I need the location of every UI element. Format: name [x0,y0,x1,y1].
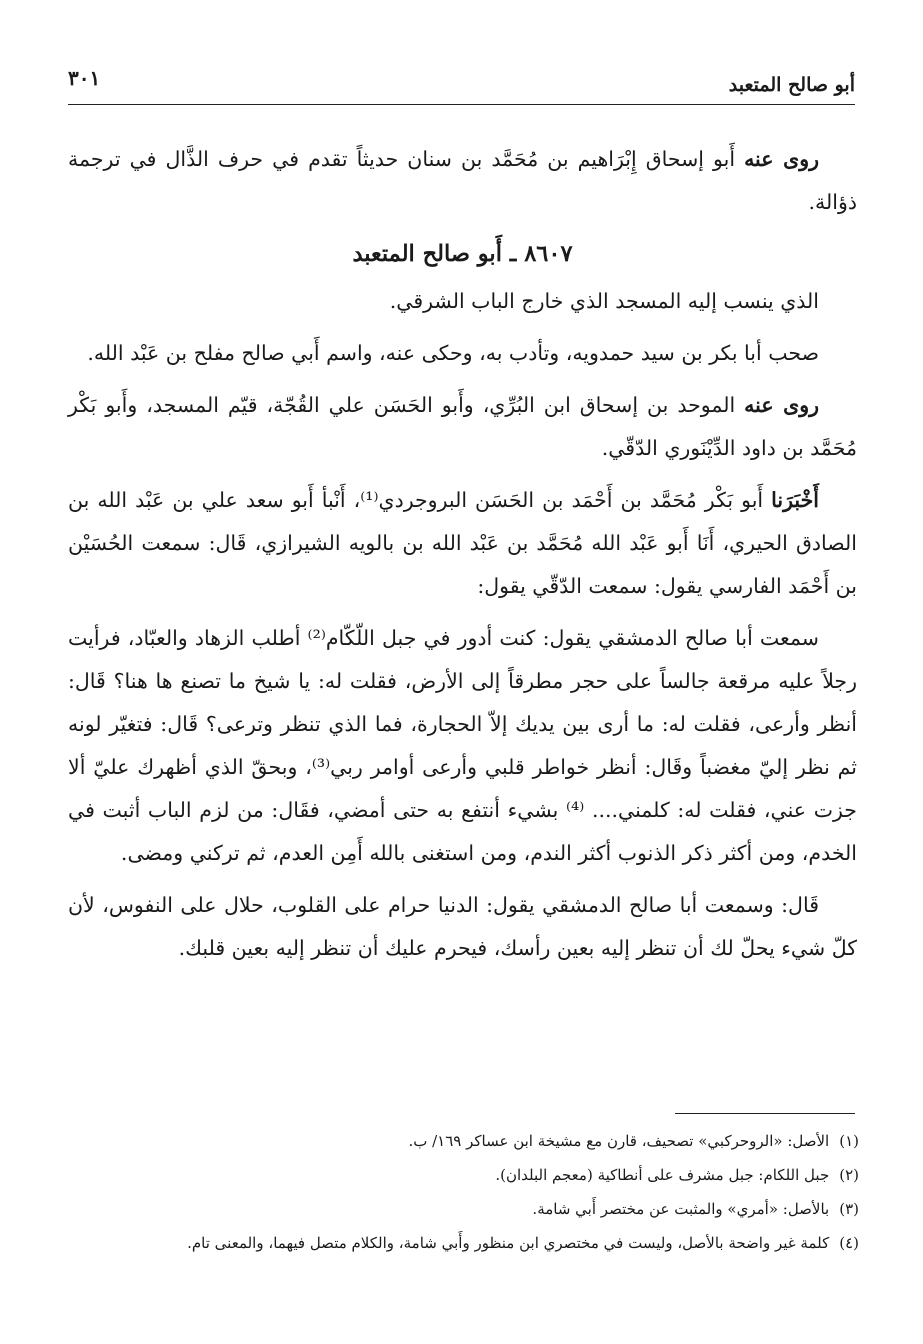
footnote-number: (٤) [839,1234,859,1252]
running-head: أبو صالح المتعبد [728,74,855,96]
footnote [80,1192,859,1226]
footnote-text: كلمة غير واضحة بالأصل، وليست في مختصري ابن منظور وأَبي شامة، والكلام متصل فيهما، والمعنى تام. [187,1234,830,1252]
footnote-divider [675,1113,855,1114]
paragraph-body: أَبو بَكْر مُحَمَّد بن أَحْمَد بن الحَسَن البروجردي⁽¹⁾، أَنْبأ أَبو سعد علي بن عَبْد الله بن الصادق الحيري، أَنَا أَبو عَبْد الله مُحَمَّد بن عَبْد الله بن بالويه الشيرازي، قَال: سمعت الحُسَيْن بن أَحْمَد الفارسي يقول: سمعت الدّقّي يقول: [68,488,857,598]
page-header [68,60,855,100]
footnote-number: (٣) [839,1200,859,1218]
footnotes [80,1124,859,1260]
page-number: ٣٠١ [68,66,101,90]
paragraph-narrators [68,384,857,470]
footnote-text: جبل اللكام: جبل مشرف على أنطاكية (معجم البلدان). [495,1166,830,1184]
footnote-number: (١) [839,1132,859,1150]
paragraph-biography: صحب أبا بكر بن سيد حمدويه، وتأدب به، وحكى عنه، واسم أَبي صالح مفلح بن عَبْد الله. [87,341,819,365]
entry-title: ٨٦٠٧ ـ أَبو صالح المتعبد [352,241,573,267]
paragraph-story: سمعت أبا صالح الدمشقي يقول: كنت أدور في جبل اللّكّام⁽²⁾ أطلب الزهاد والعبّاد، فرأيت رجلاً عليه مرقعة جالساً على حجر مطرقاً إلى الأرض، فقلت له: يا شيخ ما تصنع ها هنا؟ قَال: أنظر وأرعى، فقلت له: ما أرى بين يديك إلاّ الحجارة، فما الذي تنظر وترعى؟ قَال: فتغيّر لونه ثم نظر إليّ مغضباً وقَال: أنظر خواطر قلبي وأرعى أوامر ربي⁽³⁾، وبحقّ الذي أظهرك عليّ ألا جزت عني، فقلت له: كلمني.... ⁽⁴⁾ بشيء أنتفع به حتى أمضي، فقَال: من لزم الباب أثبت في الخدم، ومن أكثر ذكر الذنوب أكثر الندم، ومن استغنى بالله أَمِن العدم، ثم تركني ومضى. [68,626,858,865]
footnote-number: (٢) [839,1166,859,1184]
header-divider [68,104,855,105]
paragraph-narration [68,138,857,224]
footnote-text: الأصل: «الروحركبي» تصحيف، قارن مع مشيخة ابن عساكر ١٦٩/ ب. [408,1132,830,1150]
paragraph-body: أَبو إسحاق إِبْرَاهيم بن مُحَمَّد بن سنان حديثاً تقدم في حرف الذَّال في ترجمة ذؤالة. [68,147,857,214]
paragraph-description: الذي ينسب إليه المسجد الذي خارج الباب الشرقي. [389,289,819,313]
footnote [80,1124,859,1158]
paragraph-isnad [68,479,857,608]
footnote [80,1226,859,1260]
paragraph-lead: روى عنه [744,393,820,417]
paragraph-body: الموحد بن إسحاق ابن البُرِّي، وأَبو الحَسَن علي القُجّة، قيّم المسجد، وأَبو بَكْر مُحَمَّد بن داود الدِّيْنَوري الدّقّي. [68,393,857,460]
footnote-text: بالأصل: «أمري» والمثبت عن مختصر أَبي شامة. [532,1200,830,1218]
paragraph-lead: روى عنه [744,147,819,171]
footnote [80,1158,859,1192]
paragraph-saying: قَال: وسمعت أبا صالح الدمشقي يقول: الدنيا حرام على القلوب، حلال على النفوس، لأن كلّ شيء يحلّ لك أن تنظر إليه بعين رأسك، فيحرم عليك أن تنظر إليه بعين قلبك. [68,893,857,960]
paragraph-lead: أَخْبَرَنا [771,488,819,512]
main-text [68,138,857,979]
